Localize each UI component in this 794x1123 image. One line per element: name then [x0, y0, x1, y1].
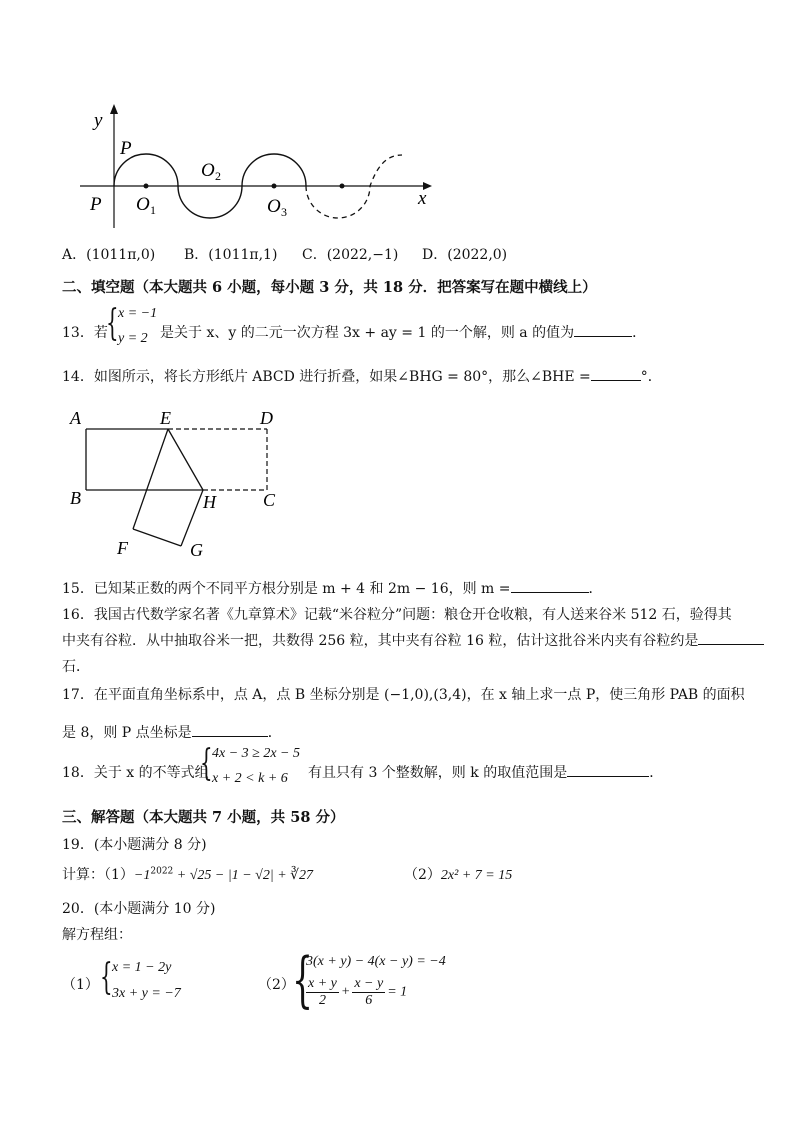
q15-body: 15．已知某正数的两个不同平方根分别是 m + 4 和 2m − 16，则 m =	[62, 581, 511, 597]
frac-den: 6	[365, 993, 373, 1008]
label-p-left: P	[90, 194, 102, 215]
q12-option-a	[62, 244, 155, 264]
q18-answer-blank[interactable]	[567, 762, 649, 777]
q12-option-d	[422, 244, 507, 264]
brace-icon: {	[100, 957, 113, 998]
frac-den: 2	[318, 993, 326, 1008]
q20-p2-system	[292, 945, 482, 1020]
q12-option-c	[302, 244, 398, 264]
label-a: A	[70, 408, 81, 428]
point-o3	[272, 184, 277, 189]
label-g: G	[190, 540, 203, 560]
q14-answer-blank[interactable]	[591, 366, 641, 381]
brace-icon: {	[106, 303, 119, 344]
q16-line-3: 石．	[62, 659, 90, 675]
wave-figure	[80, 100, 440, 230]
q19-part2-label: （2）	[404, 867, 441, 883]
section-3-title: 三、解答题（本大题共 7 小题，共 58 分）	[62, 809, 345, 826]
q17-line-2	[62, 722, 282, 742]
q19-part1-exp: 2022	[150, 866, 174, 877]
equals-one: = 1	[387, 984, 408, 1000]
label-b: B	[70, 488, 81, 508]
point-extra	[340, 184, 345, 189]
q13-end: ．	[632, 325, 647, 341]
q19-calc-label: 计算：（1）	[62, 867, 134, 883]
y-axis-arrow-icon	[110, 104, 118, 114]
option-letter: B．	[184, 247, 209, 263]
q18-sys-line-2: x + 2 < k + 6	[212, 771, 288, 786]
q18-body: 有且只有 3 个整数解，则 k 的取值范围是	[308, 765, 568, 781]
q18-number: 18．关于 x 的不等式组	[62, 765, 209, 781]
q17-answer-blank[interactable]	[192, 722, 268, 737]
brace-icon: {	[292, 945, 314, 1015]
fold-line-eh	[168, 429, 203, 490]
x-axis-label: x	[418, 188, 427, 209]
q18-text	[308, 762, 663, 782]
q13-sys-line-2: y = 2	[118, 331, 148, 346]
q13-answer-blank[interactable]	[574, 322, 632, 337]
q16-answer-blank[interactable]	[698, 630, 764, 645]
label-o1-sub: 1	[150, 203, 156, 217]
section-2-title: 二、填空题（本大题共 6 小题，每小题 3 分，共 18 分．把答案写在题中横线上）	[62, 279, 597, 296]
q19-part2-eq: 2x² + 7 = 15	[440, 868, 513, 883]
q20-p2-line-2	[304, 976, 407, 1009]
q20-p2-label: （2）	[258, 977, 295, 993]
q18-sys-line-1: 4x − 3 ≥ 2x − 5	[212, 746, 301, 761]
label-e: E	[160, 408, 171, 428]
q14-text	[62, 366, 662, 386]
label-p-top: P	[120, 138, 132, 159]
q20-p1-system	[100, 956, 210, 1006]
edge-ef	[133, 429, 168, 529]
q17-end: ．	[267, 725, 282, 741]
q15-text	[62, 578, 603, 598]
q13-system	[106, 304, 162, 350]
q20-p2-line-1: 3(x + y) − 4(x − y) = −4	[306, 954, 446, 969]
label-o3-sub: 3	[281, 205, 287, 219]
option-letter: A．	[62, 247, 87, 263]
option-letter: D．	[422, 247, 448, 263]
q15-answer-blank[interactable]	[511, 578, 589, 593]
label-o2-sub: 2	[215, 169, 221, 183]
q16-line-2	[62, 630, 764, 650]
q19-header: 19．(本小题满分 8 分)	[62, 837, 207, 853]
label-h: H	[203, 492, 216, 512]
brace-icon: {	[200, 743, 213, 784]
label-o3: O	[267, 196, 281, 217]
q17-body: 是 8，则 P 点坐标是	[62, 725, 192, 741]
q19-calc	[62, 864, 313, 884]
label-o1: O	[136, 194, 150, 215]
q20-p1-line-2: 3x + y = −7	[112, 986, 181, 1001]
option-value: (1011π,0)	[86, 247, 156, 263]
q20-intro: 解方程组：	[62, 927, 132, 943]
label-o2: O	[201, 160, 215, 181]
y-axis-label: y	[94, 110, 103, 131]
q17-line-1: 17．在平面直角坐标系中，点 A，点 B 坐标分别是 (−1,0),(3,4)，在 x 轴上求一点 P，使三角形 PAB 的面积	[62, 687, 745, 703]
option-value: (2022,−1)	[326, 247, 399, 263]
label-f: F	[117, 538, 128, 558]
q20-header: 20．(本小题满分 10 分)	[62, 901, 216, 917]
q18-end: ．	[649, 765, 664, 781]
q13-text	[160, 322, 646, 342]
q13-sys-line-1: x = −1	[118, 306, 158, 321]
q20-p1-line-1: x = 1 − 2y	[112, 960, 172, 975]
q18-system	[200, 744, 312, 790]
q14-end: °．	[640, 369, 662, 385]
frac-num: x + y	[308, 976, 337, 991]
option-value: (2022,0)	[447, 247, 508, 263]
fraction	[352, 976, 385, 1009]
q16-body: 中夹有谷粒．从中抽取谷米一把，共数得 256 粒，其中夹有谷粒 16 粒，估计这批谷米内夹有谷粒约是	[62, 633, 699, 649]
edge-fg	[133, 529, 181, 546]
label-c: C	[263, 490, 276, 510]
q20-p1-label: （1）	[62, 977, 99, 993]
point-o1	[144, 184, 149, 189]
q12-option-b	[184, 244, 277, 264]
label-d: D	[260, 408, 273, 428]
q19-part2	[404, 864, 512, 884]
q15-end: ．	[588, 581, 603, 597]
q16-line-1: 16．我国古代数学家名著《九章算术》记载“米谷粒分”问题：粮仓开仓收粮，有人送来谷米 512 石，验得其	[62, 607, 732, 623]
q13-number: 13．若	[62, 325, 108, 341]
edge-gh	[181, 490, 203, 546]
q19-part1-a: −1	[133, 868, 151, 883]
q14-body: 14．如图所示，将长方形纸片 ABCD 进行折叠，如果∠BHG = 80°，那么∠BHE =	[62, 369, 591, 385]
q13-body: 是关于 x、y 的二元一次方程 3x + ay = 1 的一个解，则 a 的值为	[160, 325, 575, 341]
fraction	[306, 976, 339, 1009]
fold-figure	[60, 400, 300, 570]
q19-part1-b: + √25 − |1 − √2| + ∛27	[173, 868, 314, 883]
option-letter: C．	[302, 247, 327, 263]
option-value: (1011π,1)	[208, 247, 278, 263]
frac-num: x − y	[354, 976, 384, 991]
plus-sign: +	[340, 984, 351, 1000]
